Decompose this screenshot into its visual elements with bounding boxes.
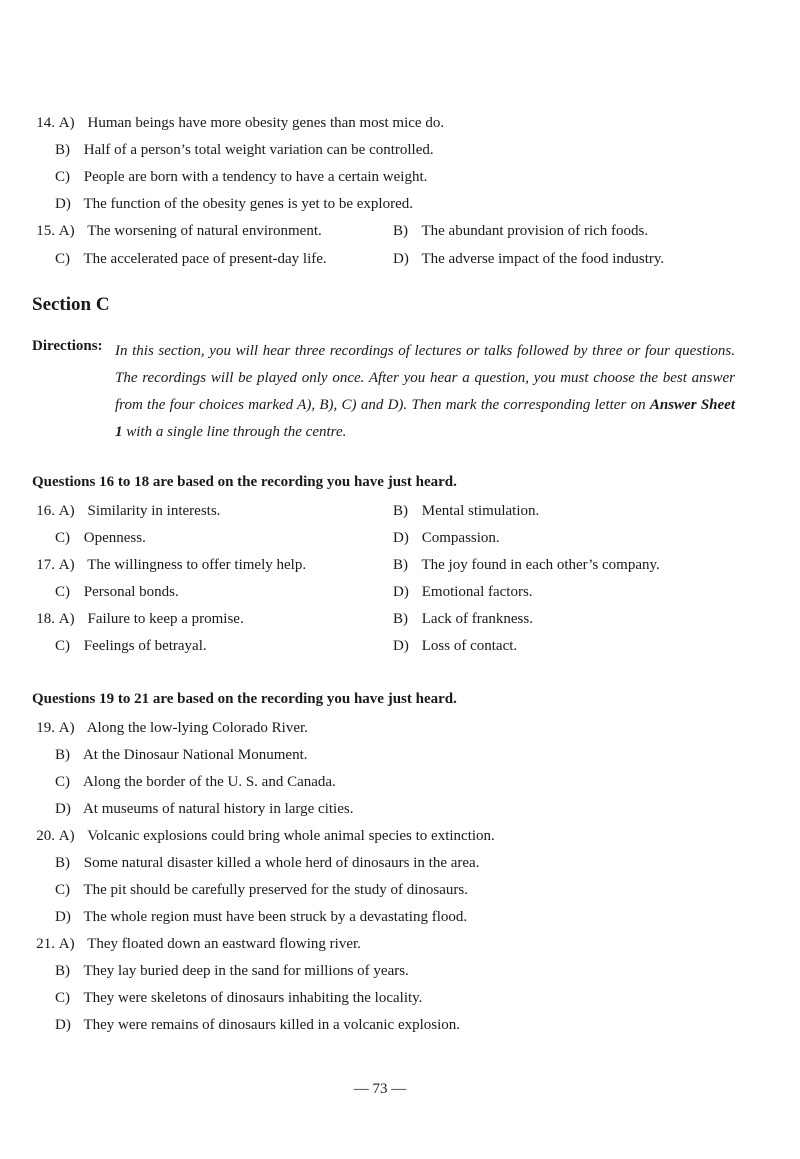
option-label: D) — [55, 801, 71, 817]
q17-option-c — [55, 582, 179, 602]
option-text: Mental stimulation. — [421, 503, 540, 519]
question-number: 16. — [36, 503, 55, 519]
option-label: C) — [55, 882, 70, 898]
option-text: The whole region must have been struck by a devastating flood. — [83, 909, 468, 925]
q16-option-c — [55, 528, 146, 548]
option-text: The function of the obesity genes is yet to be explored. — [83, 196, 413, 212]
question-number: 18. — [36, 611, 55, 627]
directions-label: Directions: — [32, 338, 103, 354]
q19-option-b — [55, 745, 307, 765]
q16-option-a — [32, 501, 220, 521]
q17-option-b — [393, 555, 660, 575]
option-label: D) — [55, 909, 71, 925]
q18-option-a — [32, 609, 244, 629]
question-number: 17. — [36, 557, 55, 573]
option-text: Along the low-lying Colorado River. — [86, 720, 308, 736]
q17-option-a — [32, 555, 306, 575]
page-number: — 73 — — [353, 1081, 407, 1097]
option-label: B) — [55, 142, 70, 158]
directions-part1: In this section, you will hear three recordings of lectures or talks followed by three or four questions. The recordings will be played only once. After you hear a question, you must choose the best answer from the four choices marked A), B), C) and D). Then mark the corresponding letter on — [115, 343, 735, 413]
option-label: A) — [58, 936, 75, 952]
question-number: 20. — [36, 828, 55, 844]
option-label: B) — [55, 747, 70, 763]
option-text: They lay buried deep in the sand for millions of years. — [83, 963, 409, 979]
option-label: B) — [55, 963, 70, 979]
option-text: Similarity in interests. — [87, 503, 221, 519]
option-text: They were remains of dinosaurs killed in a volcanic explosion. — [83, 1017, 461, 1033]
option-label: A) — [58, 503, 75, 519]
q18-option-d — [393, 636, 517, 656]
q15-option-b — [393, 221, 648, 241]
option-label: B) — [55, 855, 70, 871]
question-number: 19. — [36, 720, 55, 736]
option-text: Volcanic explosions could bring whole animal species to extinction. — [87, 828, 495, 844]
option-text: At the Dinosaur National Monument. — [82, 747, 308, 763]
q20-option-c — [55, 880, 468, 900]
option-text: They were skeletons of dinosaurs inhabiting the locality. — [83, 990, 423, 1006]
q16-option-b — [393, 501, 539, 521]
q18-option-c — [55, 636, 207, 656]
q19-option-c — [55, 772, 336, 792]
option-text: The joy found in each other’s company. — [421, 557, 660, 573]
q19-option-d — [55, 799, 353, 819]
option-label: D) — [393, 251, 409, 267]
option-text: People are born with a tendency to have a certain weight. — [83, 169, 428, 185]
option-text: Some natural disaster killed a whole herd of dinosaurs in the area. — [83, 855, 480, 871]
option-label: D) — [55, 196, 71, 212]
option-label: C) — [55, 251, 70, 267]
option-label: B) — [393, 557, 408, 573]
option-label: B) — [393, 223, 408, 239]
option-label: B) — [393, 611, 408, 627]
q21-option-d — [55, 1015, 460, 1035]
option-label: C) — [55, 990, 70, 1006]
q16-option-d — [393, 528, 500, 548]
q15-option-a — [32, 221, 322, 241]
question-number: 21. — [36, 936, 55, 952]
q14-option-c — [55, 167, 427, 187]
option-text: Emotional factors. — [421, 584, 533, 600]
option-text: The accelerated pace of present-day life. — [83, 251, 327, 267]
group-heading-19-21: Questions 19 to 21 are based on the recording you have just heard. — [32, 691, 457, 707]
option-label: A) — [58, 115, 75, 131]
section-title: Section C — [32, 294, 110, 315]
q14-option-a — [32, 113, 444, 133]
option-text: Compassion. — [421, 530, 500, 546]
question-number: 15. — [36, 223, 55, 239]
option-label: A) — [58, 223, 75, 239]
option-text: Personal bonds. — [83, 584, 179, 600]
option-text: At museums of natural history in large cities. — [82, 801, 354, 817]
question-number: 14. — [36, 115, 55, 131]
option-label: A) — [58, 557, 75, 573]
q20-option-a — [32, 826, 495, 846]
q19-option-a — [32, 718, 308, 738]
option-label: D) — [393, 638, 409, 654]
option-label: A) — [58, 828, 75, 844]
option-label: C) — [55, 774, 70, 790]
option-label: D) — [393, 530, 409, 546]
q21-option-a — [32, 934, 361, 954]
option-text: Feelings of betrayal. — [83, 638, 207, 654]
option-label: B) — [393, 503, 408, 519]
option-label: D) — [393, 584, 409, 600]
option-text: The adverse impact of the food industry. — [421, 251, 665, 267]
option-text: The willingness to offer timely help. — [87, 557, 307, 573]
option-label: A) — [58, 611, 75, 627]
option-text: Human beings have more obesity genes than most mice do. — [87, 115, 445, 131]
option-label: C) — [55, 169, 70, 185]
option-text: The abundant provision of rich foods. — [421, 223, 649, 239]
q21-option-c — [55, 988, 422, 1008]
option-label: C) — [55, 584, 70, 600]
option-text: The pit should be carefully preserved for the study of dinosaurs. — [83, 882, 468, 898]
q15-option-d — [393, 249, 664, 269]
option-text: Half of a person’s total weight variation can be controlled. — [83, 142, 434, 158]
q14-option-d — [55, 194, 413, 214]
option-label: D) — [55, 1017, 71, 1033]
option-text: Openness. — [83, 530, 146, 546]
directions-part2: with a single line through the centre. — [122, 424, 347, 440]
option-label: A) — [58, 720, 75, 736]
option-text: They floated down an eastward flowing river. — [87, 936, 361, 952]
q20-option-d — [55, 907, 467, 927]
q14-option-b — [55, 140, 434, 160]
option-label: C) — [55, 638, 70, 654]
option-text: Loss of contact. — [421, 638, 518, 654]
option-text: The worsening of natural environment. — [87, 223, 322, 239]
directions-text — [115, 338, 735, 446]
option-text: Failure to keep a promise. — [87, 611, 244, 627]
q21-option-b — [55, 961, 409, 981]
answer-sheet-ref: Answer Sheet 1 — [115, 397, 735, 440]
q18-option-b — [393, 609, 533, 629]
option-text: Lack of frankness. — [421, 611, 533, 627]
q20-option-b — [55, 853, 479, 873]
option-label: C) — [55, 530, 70, 546]
group-heading-16-18: Questions 16 to 18 are based on the recording you have just heard. — [32, 474, 457, 490]
q17-option-d — [393, 582, 533, 602]
q15-option-c — [55, 249, 327, 269]
option-text: Along the border of the U. S. and Canada. — [82, 774, 336, 790]
